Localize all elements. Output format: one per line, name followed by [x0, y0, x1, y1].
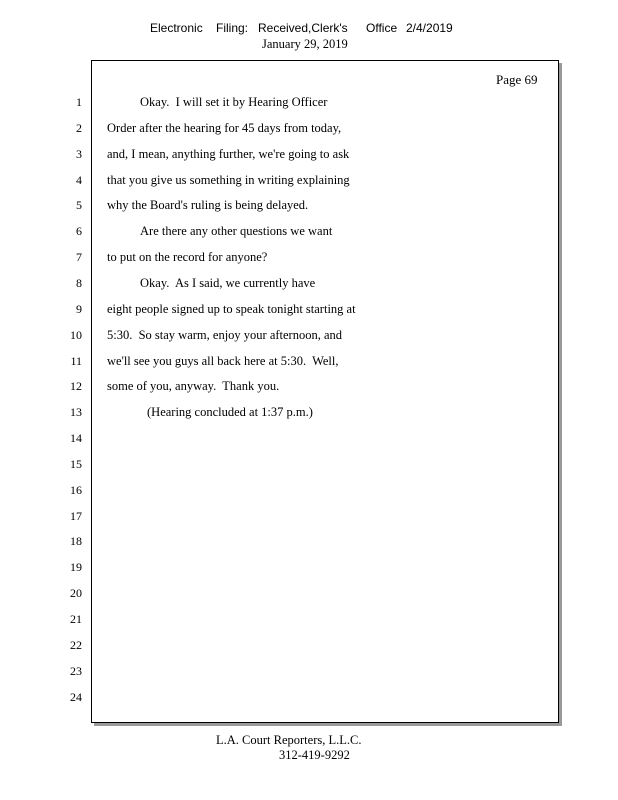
- transcript-line: we'll see you guys all back here at 5:30. Well,: [107, 353, 339, 368]
- transcript-line: Okay. I will set it by Hearing Officer: [140, 95, 328, 109]
- line-number: 10: [70, 327, 82, 342]
- footer-company: L.A. Court Reporters, L.L.C.: [216, 733, 362, 747]
- line-number: 7: [76, 250, 82, 265]
- line-number: 21: [70, 612, 82, 626]
- transcript-line: 5:30. So stay warm, enjoy your afternoon, and: [107, 327, 343, 342]
- transcript-line: Are there any other questions we want: [140, 224, 333, 239]
- filing-stamp: [150, 21, 453, 35]
- line-number: 11: [70, 353, 82, 368]
- line-number: 1: [76, 95, 82, 109]
- line-number: 12: [70, 379, 82, 394]
- line-number: 23: [70, 663, 82, 678]
- transcript-line: that you give us something in writing explaining: [107, 172, 350, 187]
- line-number: 17: [70, 508, 82, 523]
- line-number: 4: [76, 172, 82, 187]
- line-number: 22: [70, 637, 82, 652]
- filing-stamp-word: Office: [366, 21, 398, 35]
- transcript-line: and, I mean, anything further, we're going to ask: [107, 146, 350, 161]
- filing-stamp-word: Filing:: [216, 21, 249, 35]
- transcript-line: (Hearing concluded at 1:37 p.m.): [147, 405, 313, 420]
- line-number: 24: [70, 689, 82, 704]
- line-number: 18: [70, 534, 82, 549]
- line-number: 8: [76, 275, 82, 290]
- line-number: 2: [76, 120, 82, 135]
- transcript-line: Okay. As I said, we currently have: [140, 275, 316, 290]
- line-number: 16: [70, 482, 82, 497]
- line-number: 6: [76, 224, 82, 239]
- transcript-line: eight people signed up to speak tonight starting at: [107, 301, 356, 316]
- filing-stamp-word: Electronic: [150, 21, 203, 35]
- line-number: 5: [76, 198, 82, 213]
- hearing-date: January 29, 2019: [262, 37, 348, 51]
- line-number: 19: [70, 560, 82, 575]
- line-number: 20: [70, 586, 82, 601]
- transcript-line: Order after the hearing for 45 days from today,: [107, 120, 342, 135]
- line-number: 3: [76, 146, 82, 161]
- filing-stamp-date: 2/4/2019: [406, 21, 453, 35]
- transcript-line: to put on the record for anyone?: [107, 250, 268, 265]
- line-number: 13: [70, 405, 82, 420]
- filing-stamp-word: Received,Clerk's: [258, 21, 348, 35]
- transcript-line: some of you, anyway. Thank you.: [107, 379, 280, 394]
- line-number: 14: [70, 431, 82, 446]
- page-number: Page 69: [496, 72, 538, 87]
- footer-phone: 312-419-9292: [279, 748, 350, 762]
- transcript-line: why the Board's ruling is being delayed.: [107, 198, 309, 213]
- line-number: 15: [70, 456, 82, 471]
- line-number: 9: [76, 301, 82, 316]
